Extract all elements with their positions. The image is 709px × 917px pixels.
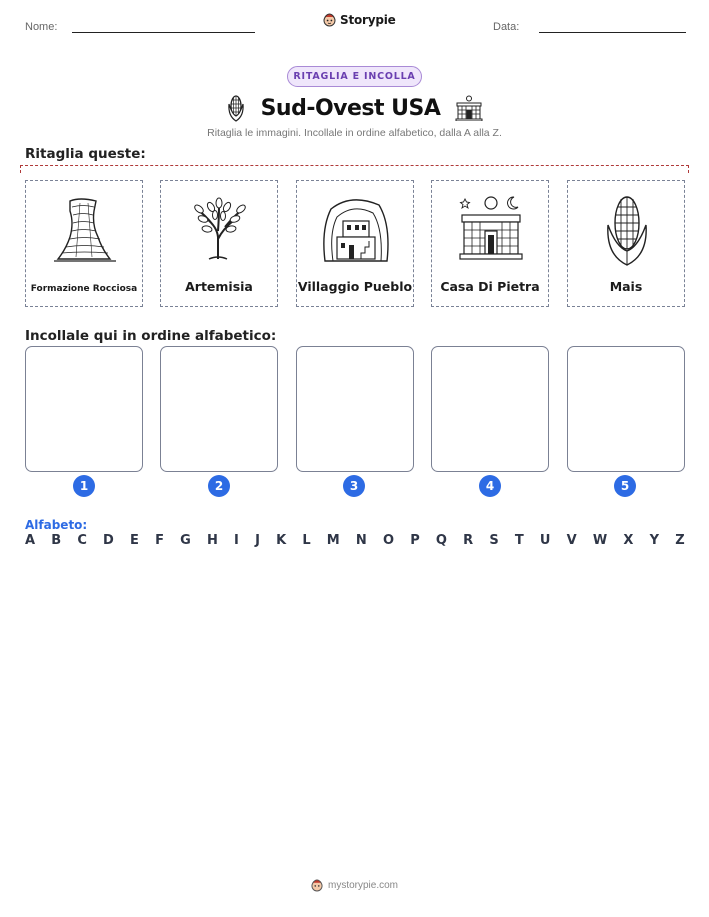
alphabet-letter: W: [592, 533, 608, 548]
alphabet-letter: T: [514, 533, 524, 548]
card-label: Mais: [609, 279, 643, 294]
rock-formation-icon: [50, 189, 120, 269]
alphabet-letter: J: [255, 533, 260, 548]
alphabet-label: Alfabeto:: [25, 518, 88, 532]
activity-badge: RITAGLIA E INCOLLA: [287, 66, 422, 87]
alphabet-letter: U: [539, 533, 551, 548]
alphabet-letter: Y: [649, 533, 660, 548]
alphabet-letter: L: [302, 533, 311, 548]
paste-slot-5[interactable]: [567, 346, 685, 472]
corn-icon: [592, 189, 662, 269]
alphabet-letter: B: [51, 533, 62, 548]
card-label: Villaggio Pueblo: [297, 279, 413, 294]
paste-section-heading: Incollale qui in ordine alfabetico:: [25, 328, 277, 344]
stone-house-icon: [456, 189, 526, 269]
paste-slot-4[interactable]: [431, 346, 549, 472]
cutout-card[interactable]: [567, 180, 685, 307]
card-label: Artemisia: [185, 279, 253, 294]
card-label: Casa Di Pietra: [440, 279, 540, 294]
alphabet-letter: E: [130, 533, 139, 548]
alphabet-letter: Q: [435, 533, 447, 548]
slot-number-badge: 2: [208, 475, 230, 497]
alphabet-letter: K: [276, 533, 287, 548]
alphabet-letter: X: [623, 533, 634, 548]
paste-slot-3[interactable]: [296, 346, 414, 472]
date-line: [539, 32, 686, 33]
slot-number-badge: 5: [614, 475, 636, 497]
cut-section-heading: Ritaglia queste:: [25, 146, 146, 162]
name-line: [72, 32, 255, 33]
alphabet-letter: A: [25, 533, 36, 548]
card-label: Formazione Rocciosa: [30, 284, 138, 294]
alphabet-letter: V: [566, 533, 577, 548]
alphabet-letter: Z: [675, 533, 685, 548]
cutout-card[interactable]: [296, 180, 414, 307]
alphabet-letter: C: [77, 533, 87, 548]
footer: [0, 878, 709, 892]
paste-slot-2[interactable]: [160, 346, 278, 472]
brand-logo: [323, 12, 396, 27]
alphabet-letter: O: [382, 533, 395, 548]
alphabet-letter: D: [103, 533, 114, 548]
alphabet-letter: F: [155, 533, 164, 548]
pueblo-village-icon: [321, 189, 391, 269]
brand-name: Storypie: [340, 12, 396, 27]
alphabet-letter: I: [234, 533, 239, 548]
alphabet-letter: N: [355, 533, 367, 548]
slot-number-badge: 4: [479, 475, 501, 497]
footer-url: mystorypie.com: [327, 879, 398, 891]
alphabet-letter: P: [410, 533, 420, 548]
alphabet-letter: R: [463, 533, 474, 548]
alphabet-letter: H: [206, 533, 218, 548]
alphabet-row: [25, 533, 685, 548]
cutout-card[interactable]: [431, 180, 549, 307]
storypie-mascot-icon: [323, 12, 336, 27]
instructions: Ritaglia le immagini. Incollale in ordine alfabetico, dalla A alla Z.: [207, 127, 502, 139]
name-label: Nome:: [25, 21, 58, 33]
page-title: Sud-Ovest USA: [260, 95, 441, 121]
cutout-card[interactable]: [25, 180, 143, 307]
storypie-mascot-icon: [311, 878, 323, 892]
alphabet-letter: S: [489, 533, 499, 548]
date-label: Data:: [493, 21, 520, 33]
slot-number-badge: 1: [73, 475, 95, 497]
corn-icon: [225, 94, 247, 122]
slot-number-badge: 3: [343, 475, 365, 497]
paste-slot-1[interactable]: [25, 346, 143, 472]
cutout-card[interactable]: [160, 180, 278, 307]
stone-house-icon: [454, 95, 484, 121]
sagebrush-icon: [185, 189, 255, 269]
alphabet-letter: G: [180, 533, 191, 548]
cut-line: [20, 165, 689, 173]
alphabet-letter: M: [326, 533, 340, 548]
title-row: [0, 92, 709, 124]
